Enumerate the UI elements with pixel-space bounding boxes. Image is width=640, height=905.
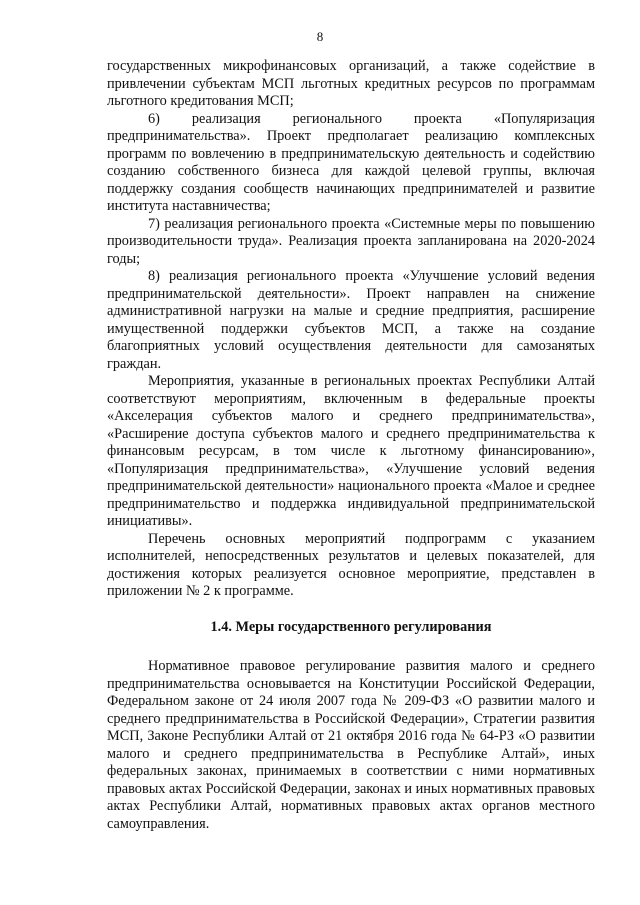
paragraph-regulation: Нормативное правовое регулирование развития малого и среднего предпринимательства основывается на Конституции Российской Федерации, Федеральном законе от 24 июля 2007 года № 209-ФЗ «О развитии малого и среднего предпринимательства в Российской Федерации», Стратегии развития МСП, Законе Республики Алтай от 21 октября 2016 года № 64-РЗ «О развитии малого и среднего предпринимательства в Республике Алтай», иных федеральных законах, принимаемых в соответствии с ними нормативных правовых актах Российской Федерации, законах и иных нормативных правовых актах Республики Алтай, нормативных правовых актах органов местного самоуправления.: [107, 658, 595, 832]
page-number: 8: [316, 29, 324, 44]
section-heading: 1.4. Меры государственного регулирования: [210, 618, 492, 635]
document-body: [107, 58, 595, 833]
paragraph-activities-list: Перечень основных мероприятий подпрограмм с указанием исполнителей, непосредственных результатов и целевых показателей, для достижения которых реализуется основное мероприятие, представлен в приложении № 2 к программе.: [107, 530, 595, 599]
paragraph-federal-projects: Мероприятия, указанные в региональных проектах Республики Алтай соответствуют мероприятиям, включенным в федеральные проекты «Акселерация субъектов малого и среднего предпринимательства», «Расширение доступа субъектов малого и среднего предпринимательства к финансовым ресурсам, в том числе к льготному финансированию», «Популяризация предпринимательства», «Улучшение условий ведения предпринимательской деятельности» национального проекта «Малое и среднее предпринимательство и поддержка индивидуальной предпринимательской инициативы».: [107, 373, 595, 529]
paragraph-item-8: 8) реализация регионального проекта «Улучшение условий ведения предпринимательской деятельности». Проект направлен на снижение административной нагрузки на малые и средние предприятия, расширение имущественной поддержки субъектов МСП, а также на создание благоприятных условий осуществления деятельности для самозанятых граждан.: [107, 268, 595, 372]
paragraph-item-7: 7) реализация регионального проекта «Системные меры по повышению производительности труда». Реализация проекта запланирована на 2020-2024 годы;: [107, 215, 595, 267]
paragraph-item-6: 6) реализация регионального проекта «Популяризация предпринимательства». Проект предполагает реализацию комплексных программ по вовлечению в предпринимательскую деятельность и содействию созданию собственного бизнеса для каждой целевой группы, включая поддержку создания сообществ начинающих предпринимателей и развитие института наставничества;: [107, 110, 595, 214]
paragraph-continuation: государственных микрофинансовых организаций, а также содействие в привлечении субъектам МСП льготных кредитных ресурсов по программам льготного кредитования МСП;: [107, 58, 595, 109]
